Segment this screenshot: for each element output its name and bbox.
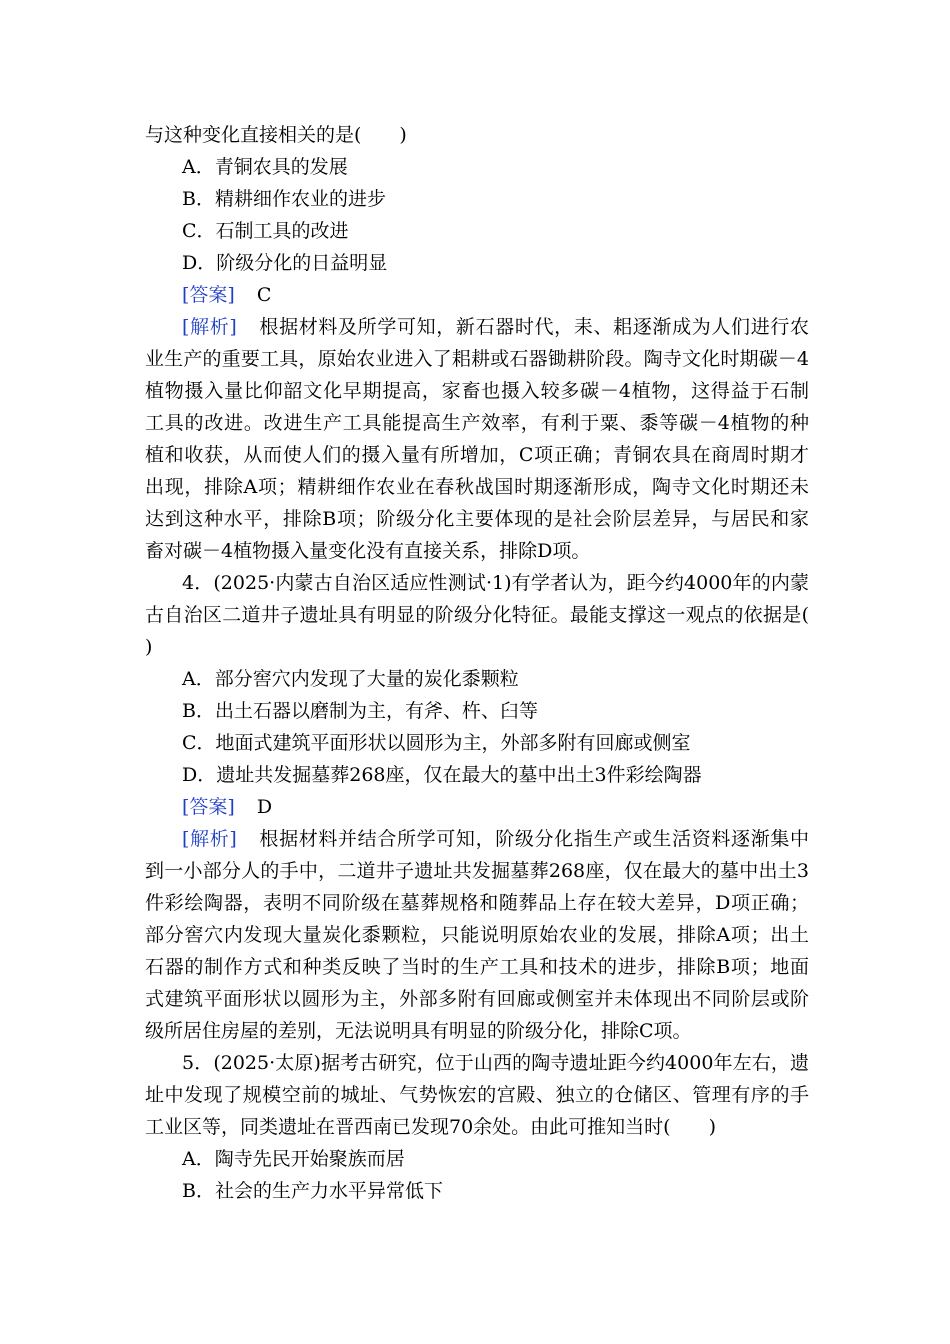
q3-answer-tag: [答案]	[182, 284, 235, 306]
q4-option-d: D．遗址共发掘墓葬268座，仅在最大的墓中出土3件彩绘陶器	[182, 764, 702, 786]
q4-analysis-line-3: 件彩绘陶器，表明不同阶级在墓葬规格和随葬品上存在较大差异，D项正确；	[145, 892, 809, 914]
q4-stem-line-3: )	[145, 636, 153, 658]
q4-analysis-tag: [解析]	[182, 828, 237, 850]
q4-analysis-line-7: 级所居住房屋的差别，无法说明具有明显的阶级分化，排除C项。	[145, 1020, 692, 1042]
q4-analysis-text-1: 根据材料并结合所学可知，阶级分化指生产或生活资料逐渐集中	[258, 828, 809, 850]
q3-analysis-line-5: 植和收获，从而使人们的摄入量有所增加，C项正确；青铜农具在商周时期才	[145, 444, 809, 466]
q4-answer-row	[145, 791, 809, 823]
q3-stem-tail: 与这种变化直接相关的是( )	[145, 124, 407, 146]
q4-analysis-line-4: 部分窖穴内发现大量炭化黍颗粒，只能说明原始农业的发展，排除A项；出土	[145, 924, 809, 946]
q3-answer: C	[256, 284, 272, 306]
q4-answer-tag: [答案]	[182, 796, 235, 818]
q3-analysis-text-1: 根据材料及所学可知，新石器时代，耒、耜逐渐成为人们进行农	[258, 316, 809, 338]
q3-analysis-tag: [解析]	[182, 316, 237, 338]
q3-option-d: D．阶级分化的日益明显	[182, 252, 388, 274]
q3-analysis-line-3: 植物摄入量比仰韶文化早期提高，家畜也摄入较多碳－4植物，这得益于石制	[145, 380, 809, 402]
q3-analysis-line-2: 业生产的重要工具，原始农业进入了耜耕或石器锄耕阶段。陶寺文化时期碳－4	[145, 348, 809, 370]
q3-option-c: C．石制工具的改进	[182, 220, 349, 242]
q5-option-a: A．陶寺先民开始聚族而居	[182, 1148, 405, 1170]
q3-answer-row	[145, 279, 809, 311]
q4-option-c: C．地面式建筑平面形状以圆形为主，外部多附有回廊或侧室	[182, 732, 691, 754]
q4-answer: D	[256, 796, 273, 818]
q4-analysis-line-1	[145, 823, 809, 855]
q5-stem-line-3: 工业区等，同类遗址在晋西南已发现70余处。由此可推知当时( )	[145, 1116, 717, 1138]
q3-analysis-line-6: 出现，排除A项；精耕细作农业在春秋战国时期逐渐形成，陶寺文化时期还未	[145, 476, 809, 498]
q4-stem-line-2: 古自治区二道井子遗址具有明显的阶级分化特征。最能支撑这一观点的依据是(	[145, 604, 809, 626]
q4-analysis-line-5: 石器的制作方式和种类反映了当时的生产工具和技术的进步，排除B项；地面	[145, 956, 809, 978]
q5-stem-line-2: 址中发现了规模空前的城址、气势恢宏的宫殿、独立的仓储区、管理有序的手	[145, 1084, 809, 1106]
q5-stem-line-1: 5．(2025·太原)据考古研究，位于山西的陶寺遗址距今约4000年左右，遗	[182, 1052, 809, 1074]
q3-analysis-line-1	[145, 311, 809, 343]
q4-analysis-line-2: 到一小部分人的手中，二道井子遗址共发掘墓葬268座，仅在最大的墓中出土3	[145, 860, 809, 882]
q3-option-a: A．青铜农具的发展	[182, 156, 348, 178]
q3-analysis-line-7: 达到这种水平，排除B项；阶级分化主要体现的是社会阶层差异，与居民和家	[145, 508, 809, 530]
q4-stem-line-1: 4．(2025·内蒙古自治区适应性测试·1)有学者认为，距今约4000年的内蒙	[182, 572, 809, 594]
document-page	[145, 119, 809, 1207]
q4-analysis-line-6: 式建筑平面形状以圆形为主，外部多附有回廊或侧室并未体现出不同阶层或阶	[145, 988, 809, 1010]
q3-analysis-line-8: 畜对碳－4植物摄入量变化没有直接关系，排除D项。	[145, 540, 591, 562]
q5-option-b: B．社会的生产力水平异常低下	[182, 1180, 443, 1202]
q3-analysis-line-4: 工具的改进。改进生产工具能提高生产效率，有利于粟、黍等碳－4植物的种	[145, 412, 809, 434]
q4-option-a: A．部分窖穴内发现了大量的炭化黍颗粒	[182, 668, 519, 690]
q4-option-b: B．出土石器以磨制为主，有斧、杵、臼等	[182, 700, 538, 722]
q3-option-b: B．精耕细作农业的进步	[182, 188, 386, 210]
